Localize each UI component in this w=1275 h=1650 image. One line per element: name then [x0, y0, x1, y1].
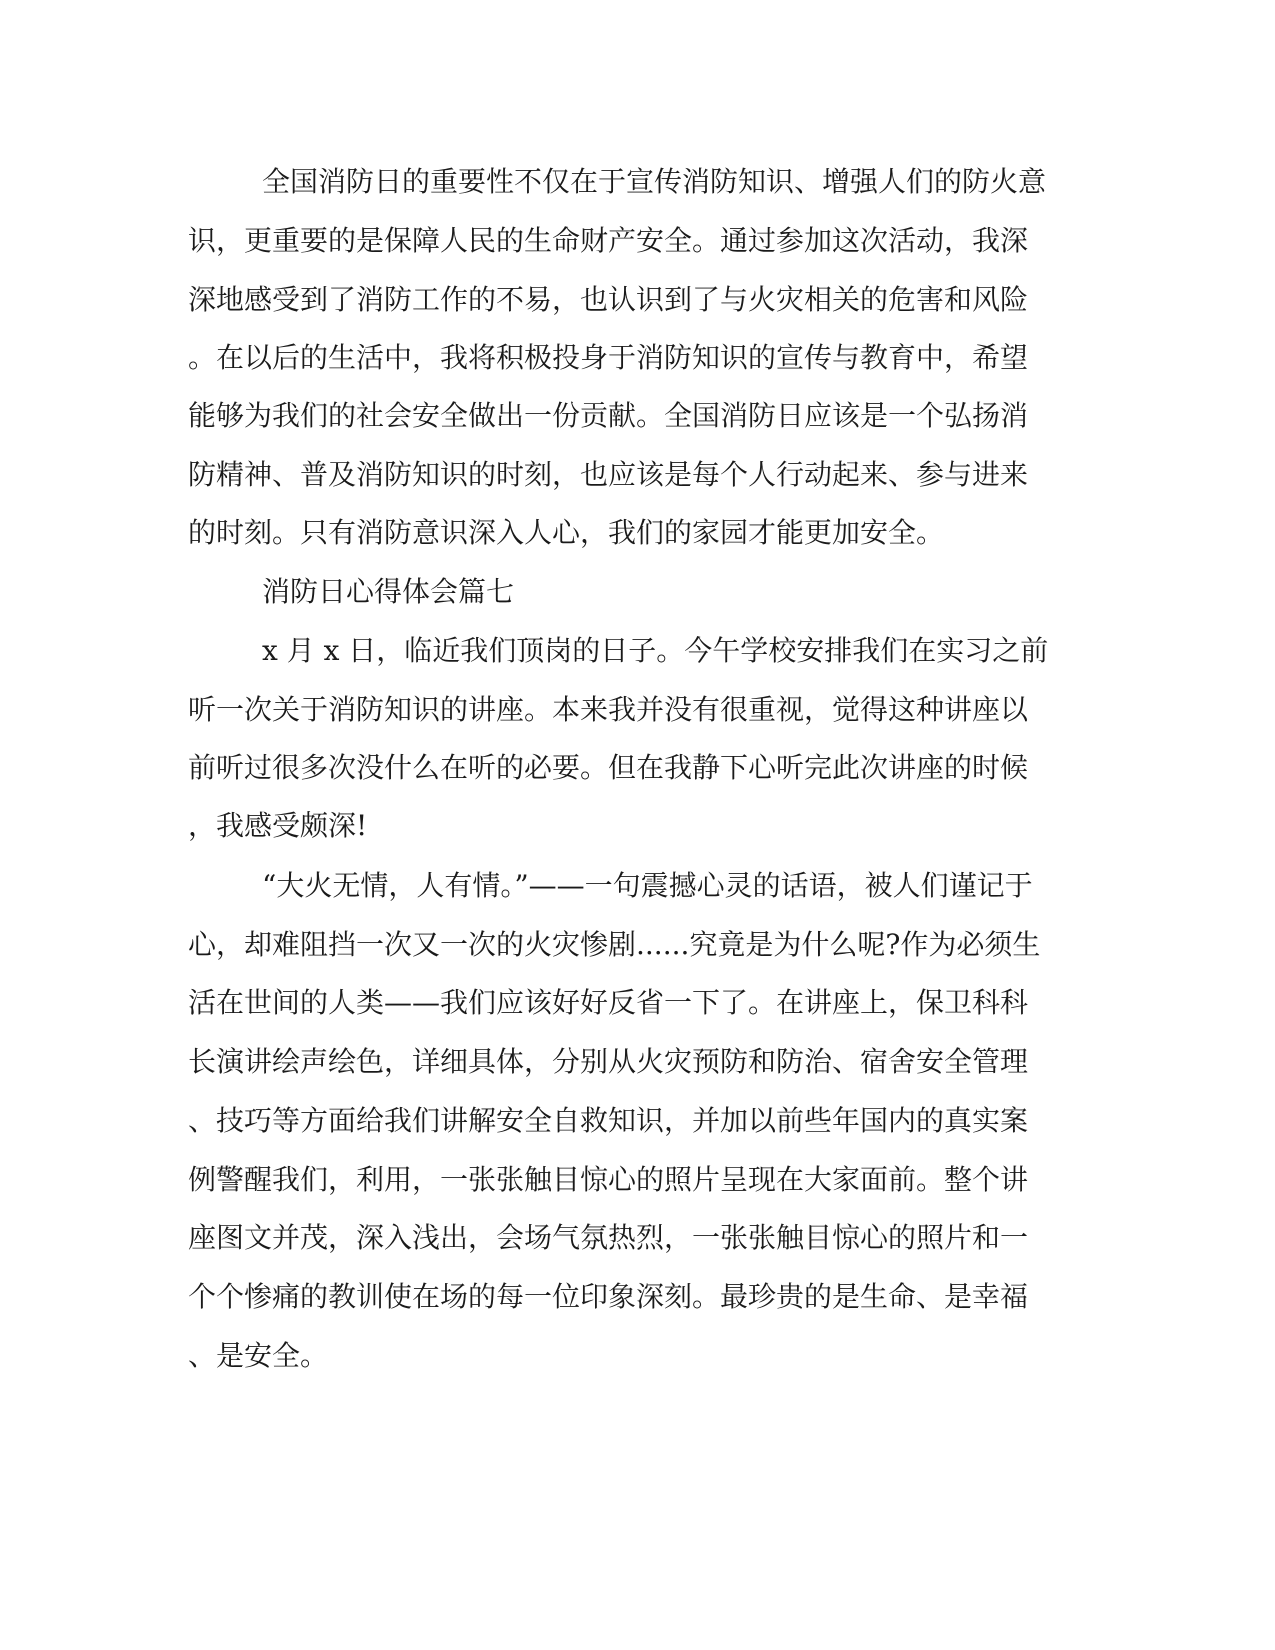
text-line: 座图文并茂，深入浅出，会场气氛热烈，一张张触目惊心的照片和一 [188, 1221, 1029, 1254]
text-line: 全国消防日的重要性不仅在于宣传消防知识、增强人们的防火意 [262, 165, 1047, 198]
text-line: 防精神、普及消防知识的时刻，也应该是每个人行动起来、参与进来 [188, 458, 1029, 491]
text-line: 活在世间的人类——我们应该好好反省一下了。在讲座上，保卫科科 [188, 986, 1029, 1019]
text-line: 、技巧等方面给我们讲解安全自救知识，并加以前些年国内的真实案 [188, 1104, 1029, 1137]
text-line: 个个惨痛的教训使在场的每一位印象深刻。最珍贵的是生命、是幸福 [188, 1280, 1029, 1313]
text-line: 、是安全。 [188, 1339, 329, 1372]
text-line: 的时刻。只有消防意识深入人心，我们的家园才能更加安全。 [188, 516, 945, 549]
text-line: “大火无情，人有情。”——一句震撼心灵的话语，被人们谨记于 [262, 869, 1033, 902]
text-line: 听一次关于消防知识的讲座。本来我并没有很重视，觉得这种讲座以 [188, 693, 1029, 726]
text-line: 。在以后的生活中，我将积极投身于消防知识的宣传与教育中，希望 [188, 341, 1029, 374]
text-line: 能够为我们的社会安全做出一份贡献。全国消防日应该是一个弘扬消 [188, 399, 1029, 432]
text-line: 识，更重要的是保障人民的生命财产安全。通过参加这次活动，我深 [188, 224, 1029, 257]
text-line: x 月 x 日，临近我们顶岗的日子。今午学校安排我们在实习之前 [262, 634, 1049, 667]
text-line: 深地感受到了消防工作的不易，也认识到了与火灾相关的危害和风险 [188, 283, 1029, 316]
text-line: 心，却难阻挡一次又一次的火灾惨剧......究竟是为什么呢?作为必须生 [188, 928, 1041, 961]
text-line: 长演讲绘声绘色，详细具体，分别从火灾预防和防治、宿舍安全管理 [188, 1045, 1029, 1078]
text-line: 前听过很多次没什么在听的必要。但在我静下心听完此次讲座的时候 [188, 751, 1029, 784]
section-heading: 消防日心得体会篇七 [262, 575, 515, 608]
text-line: 例警醒我们，利用，一张张触目惊心的照片呈现在大家面前。整个讲 [188, 1163, 1029, 1196]
text-line: ，我感受颇深! [188, 809, 368, 842]
